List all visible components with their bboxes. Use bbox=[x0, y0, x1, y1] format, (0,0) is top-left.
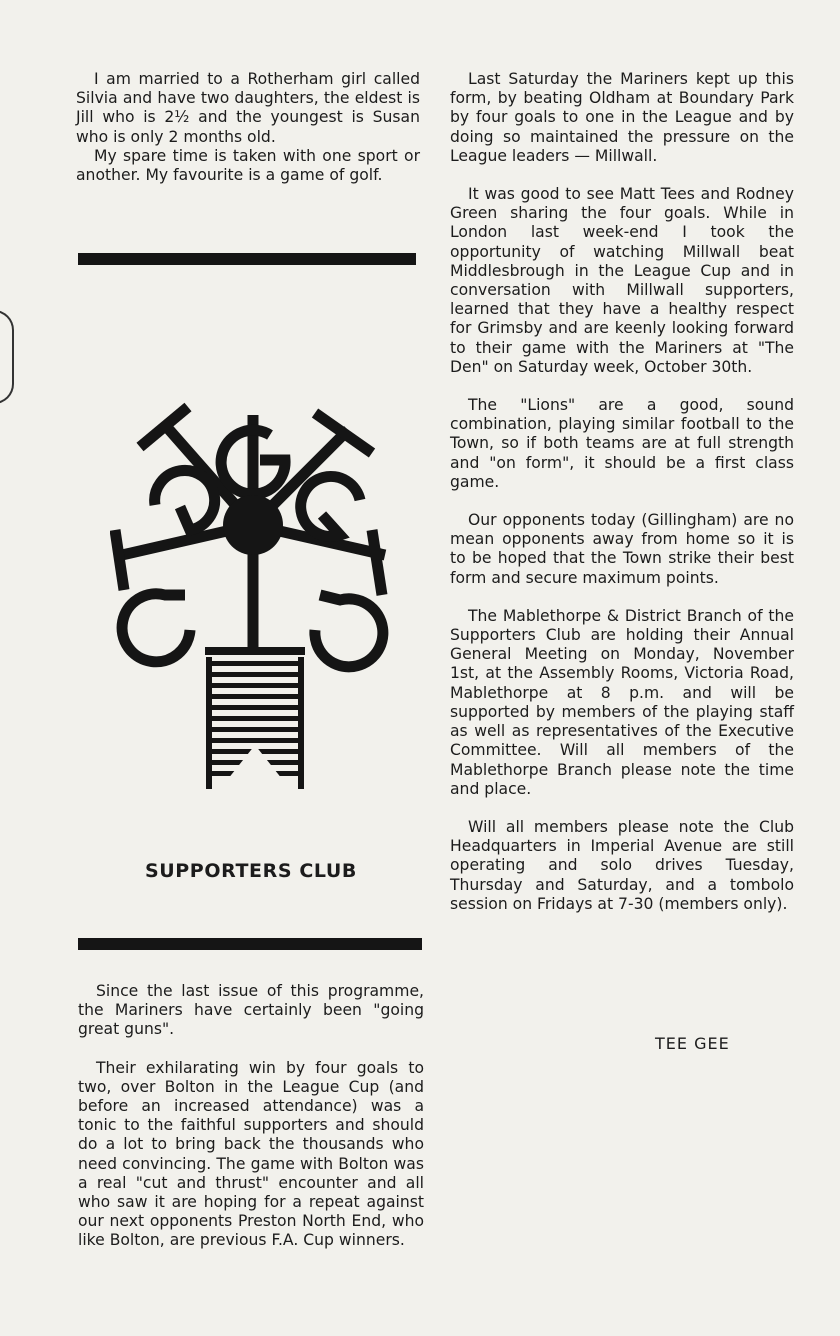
left-column-bottom bbox=[78, 982, 424, 1251]
left-column-top bbox=[76, 70, 420, 185]
supporters-club-heading: SUPPORTERS CLUB bbox=[144, 860, 358, 882]
paragraph-hobbies: My spare time is taken with one sport or another. My favourite is a game of golf. bbox=[76, 146, 420, 185]
paragraph-lions: The "Lions" are a good, sound combination, playing similar football to the Town, so if both teams are at full strength and "on form", it should be a first class game. bbox=[450, 396, 794, 491]
paragraph-going-great-guns: Since the last issue of this programme, the Mariners have certainly been "going great guns". bbox=[78, 982, 424, 1039]
paragraph-mablethorpe-branch: The Mablethorpe & District Branch of the Supporters Club are holding their Annual General Meeting on Monday, November 1st, at the Assembly Rooms, Victoria Road, Mablethorpe at 8 p.m. and will be supported by members of the playing staff as well as representatives of the Executive Committee. Will all members of the Mablethorpe Branch please note the time and place. bbox=[450, 606, 794, 798]
right-column bbox=[450, 70, 794, 914]
binding-staple-mark bbox=[0, 310, 14, 404]
paragraph-bolton-win: Their exhilarating win by four goals to two, over Bolton in the League Cup (and before an increased attendance) was a tonic to the faithful supporters and should do a lot to bring back the thousands who need convincing. The game with Bolton was a real "cut and thrust" encounter and all who saw it are hoping for a repeat against our next opponents Preston North End, who like Bolton, are previous F.A. Cup winners. bbox=[78, 1058, 424, 1250]
author-signature: TEE GEE bbox=[655, 1034, 730, 1053]
paragraph-oldham: Last Saturday the Mariners kept up this form, by beating Oldham at Boundary Park by four goals to one in the League and by doing so maintained the pressure on the League leaders — Millwall. bbox=[450, 70, 794, 165]
gtg-monogram-logo bbox=[110, 385, 400, 795]
paragraph-goals-millwall: It was good to see Matt Tees and Rodney Green sharing the four goals. While in London last week-end I took the opportunity of watching Millwall beat Middlesbrough in the League Cup and in conversation with Millwall supporters, learned that they have a healthy respect for Grimsby and are keenly looking forward to their game with the Mariners at "The Den" on Saturday week, October 30th. bbox=[450, 185, 794, 376]
divider-rule-top bbox=[78, 253, 416, 265]
paragraph-family: I am married to a Rotherham girl called Silvia and have two daughters, the eldest is Jill who is 2½ and the youngest is Susan who is only 2 months old. bbox=[76, 70, 420, 146]
divider-rule-bottom bbox=[78, 938, 422, 950]
paragraph-gillingham: Our opponents today (Gillingham) are no mean opponents away from home so it is to be hoped that the Town strike their best form and secure maximum points. bbox=[450, 511, 794, 587]
paragraph-club-headquarters: Will all members please note the Club Headquarters in Imperial Avenue are still operating and solo drives Tuesday, Thursday and Saturday, and a tombolo session on Fridays at 7-30 (members only). bbox=[450, 817, 794, 913]
